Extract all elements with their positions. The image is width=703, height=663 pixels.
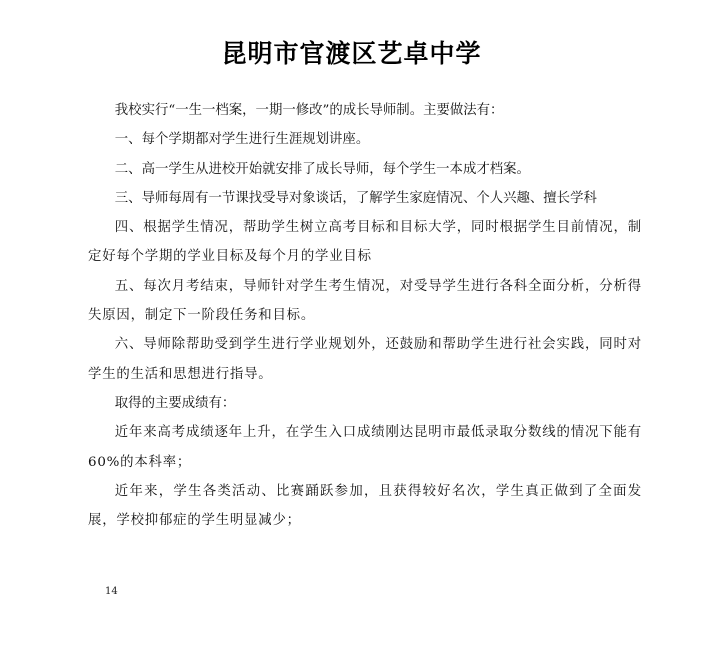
- page-title: 昆明市官渡区艺卓中学: [221, 39, 482, 68]
- measure-paragraph-5: 五、每次月考结束，导师针对学生考生情况，对受导学生进行各科全面分析，分析得失原因，制定下一阶段任务和目标。: [88, 278, 642, 324]
- measure-paragraph-2: 二、高一学生从进校开始就安排了成长导师，每个学生一本成才档案。: [114, 161, 530, 177]
- measure-paragraph-1: 一、每个学期都对学生进行生涯规划讲座。: [114, 132, 370, 148]
- achievements-heading: 取得的主要成绩有：: [114, 395, 236, 411]
- measure-paragraph-3: 三、导师每周有一节课找受导对象谈话，了解学生家庭情况、个人兴趣、擅长学科: [114, 190, 597, 206]
- intro-paragraph: 我校实行“一生一档案，一期一修改”的成长导师制。主要做法有：: [114, 103, 504, 118]
- achievement-paragraph-2: 近年来，学生各类活动、比赛踊跃参加，且获得较好名次，学生真正做到了全面发展，学校抑郁症的学生明显减少；: [88, 483, 642, 529]
- page-number: 14: [105, 586, 118, 597]
- achievement-paragraph-1: 近年来高考成绩逐年上升，在学生入口成绩刚达昆明市最低录取分数线的情况下能有60%的本科率；: [88, 425, 642, 470]
- measure-paragraph-6: 六、导师除帮助受到学生进行学业规划外，还鼓励和帮助学生进行社会实践，同时对学生的生活和思想进行指导。: [88, 337, 642, 382]
- document-body: [88, 96, 642, 535]
- measure-paragraph-4: 四、根据学生情况，帮助学生树立高考目标和目标大学，同时根据学生目前情况，制定好每个学期的学业目标及每个月的学业目标: [88, 220, 642, 265]
